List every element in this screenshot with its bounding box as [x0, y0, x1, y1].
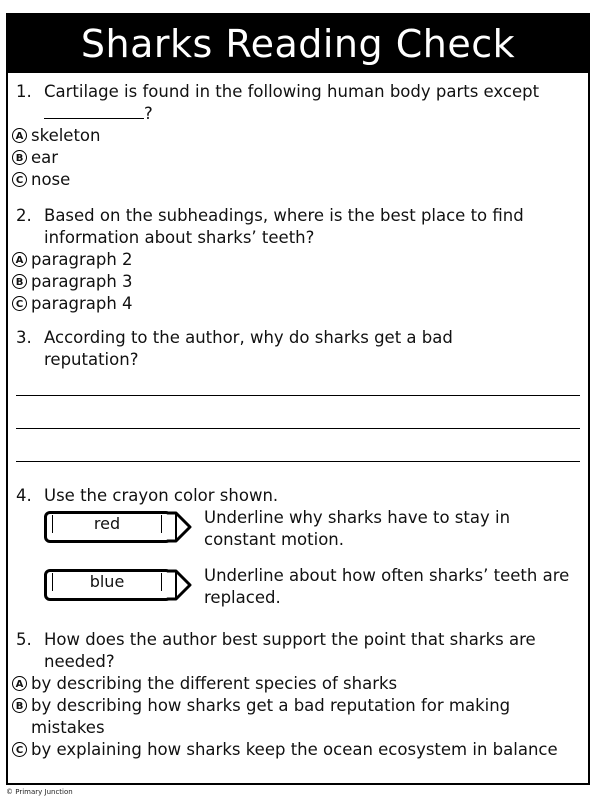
question-number: 3.	[16, 328, 32, 347]
option-letter-b-icon: B	[12, 274, 27, 289]
crayon-tip-icon	[166, 511, 192, 543]
option-c[interactable]	[8, 169, 588, 191]
option-a[interactable]	[8, 249, 588, 271]
question-text: Cartilage is found in the following human body parts except	[44, 82, 540, 101]
copyright-footer: © Primary Junction	[6, 788, 73, 796]
question-text: Based on the subheadings, where is the best place to find information about sharks’ teeth?	[44, 206, 524, 247]
option-b[interactable]	[8, 695, 588, 739]
option-c[interactable]	[8, 293, 588, 315]
option-text: paragraph 3	[31, 272, 133, 291]
option-letter-a-icon: A	[12, 128, 27, 143]
option-letter-b-icon: B	[12, 150, 27, 165]
question-number: 1.	[16, 82, 32, 101]
answer-line-1[interactable]	[16, 395, 580, 396]
question-1	[8, 81, 588, 191]
option-letter-b-icon: B	[12, 698, 27, 713]
question-5	[8, 629, 588, 761]
option-text: paragraph 2	[31, 250, 133, 269]
option-letter-c-icon: C	[12, 742, 27, 757]
question-text: How does the author best support the point that sharks are needed?	[44, 630, 536, 671]
question-number: 4.	[16, 486, 32, 505]
option-letter-a-icon: A	[12, 252, 27, 267]
question-text: According to the author, why do sharks get a bad reputation?	[44, 328, 453, 369]
option-text: paragraph 4	[31, 294, 133, 313]
crayon-label: red	[52, 515, 162, 533]
option-letter-a-icon: A	[12, 676, 27, 691]
option-text: by describing how sharks get a bad reputation for making mistakes	[31, 696, 511, 737]
option-text: nose	[31, 170, 71, 189]
option-a[interactable]	[8, 125, 588, 147]
crayon-red-icon	[44, 511, 192, 543]
question-3	[8, 327, 588, 371]
crayon-instruction: Underline about how often sharks’ teeth are replaced.	[204, 566, 570, 607]
question-text: Use the crayon color shown.	[44, 486, 279, 505]
option-c[interactable]	[8, 739, 588, 761]
question-mark: ?	[144, 104, 153, 123]
question-number: 2.	[16, 206, 32, 225]
option-text: ear	[31, 148, 59, 167]
crayon-tip-icon	[166, 569, 192, 601]
worksheet	[6, 13, 590, 785]
crayon-row-red	[44, 507, 584, 551]
worksheet-title: Sharks Reading Check	[8, 15, 588, 73]
answer-line-2[interactable]	[16, 428, 580, 429]
answer-line-3[interactable]	[16, 461, 580, 462]
crayon-blue-icon	[44, 569, 192, 601]
option-b[interactable]	[8, 271, 588, 293]
crayon-instruction: Underline why sharks have to stay in constant motion.	[204, 508, 511, 549]
option-text: by describing the different species of sharks	[31, 674, 398, 693]
question-4	[8, 485, 588, 507]
option-letter-c-icon: C	[12, 172, 27, 187]
crayon-row-blue	[44, 565, 584, 609]
question-2	[8, 205, 588, 315]
answer-blank[interactable]	[44, 104, 144, 119]
option-text: by explaining how sharks keep the ocean ecosystem in balance	[31, 740, 558, 759]
option-a[interactable]	[8, 673, 588, 695]
crayon-label: blue	[52, 573, 162, 591]
option-b[interactable]	[8, 147, 588, 169]
option-letter-c-icon: C	[12, 296, 27, 311]
question-number: 5.	[16, 630, 32, 649]
option-text: skeleton	[31, 126, 101, 145]
